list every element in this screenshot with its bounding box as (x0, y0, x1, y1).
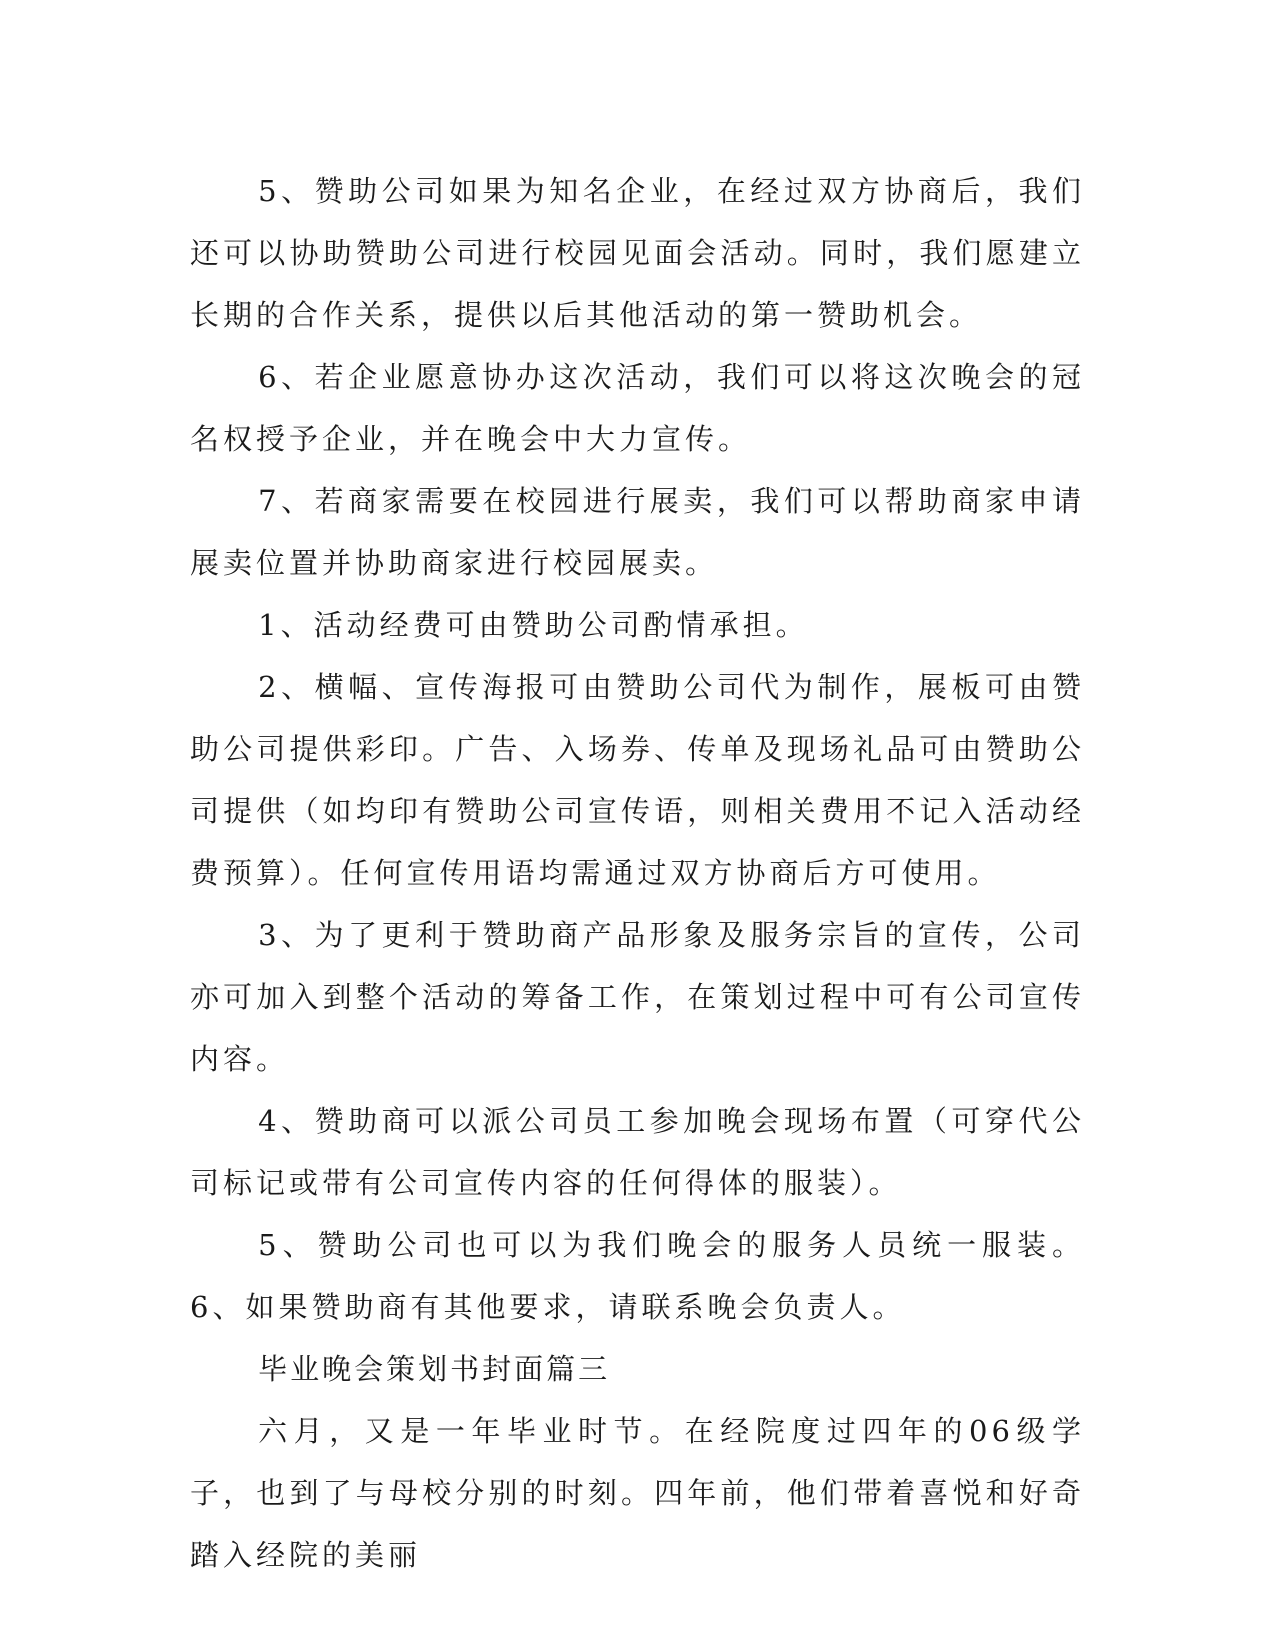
paragraph-intro: 六月，又是一年毕业时节。在经院度过四年的06级学子，也到了与母校分别的时刻。四年前，他们带着喜悦和好奇踏入经院的美丽 (190, 1414, 1085, 1572)
paragraph-term-5: 5、赞助公司也可以为我们晚会的服务人员统一服装。6、如果赞助商有其他要求，请联系晚会负责人。 (190, 1228, 1085, 1324)
document-body (190, 160, 1085, 1586)
paragraph-term-3: 3、为了更利于赞助商产品形象及服务宗旨的宣传，公司亦可加入到整个活动的筹备工作，在策划过程中可有公司宣传内容。 (190, 918, 1085, 1076)
paragraph-term-4: 4、赞助商可以派公司员工参加晚会现场布置（可穿代公司标记或带有公司宣传内容的任何得体的服装）。 (190, 1104, 1085, 1200)
paragraph-sponsor-5: 5、赞助公司如果为知名企业，在经过双方协商后，我们还可以协助赞助公司进行校园见面会活动。同时，我们愿建立长期的合作关系，提供以后其他活动的第一赞助机会。 (190, 174, 1085, 332)
paragraph-term-2: 2、横幅、宣传海报可由赞助公司代为制作，展板可由赞助公司提供彩印。广告、入场券、传单及现场礼品可由赞助公司提供（如均印有赞助公司宣传语，则相关费用不记入活动经费预算）。任何宣传用语均需通过双方协商后方可使用。 (190, 670, 1085, 890)
paragraph-sponsor-7: 7、若商家需要在校园进行展卖，我们可以帮助商家申请展卖位置并协助商家进行校园展卖。 (190, 484, 1085, 580)
paragraph-sponsor-6: 6、若企业愿意协办这次活动，我们可以将这次晚会的冠名权授予企业，并在晚会中大力宣传。 (190, 360, 1085, 456)
paragraph-term-1: 1、活动经费可由赞助公司酌情承担。 (258, 608, 809, 642)
section-heading: 毕业晚会策划书封面篇三 (258, 1352, 611, 1386)
